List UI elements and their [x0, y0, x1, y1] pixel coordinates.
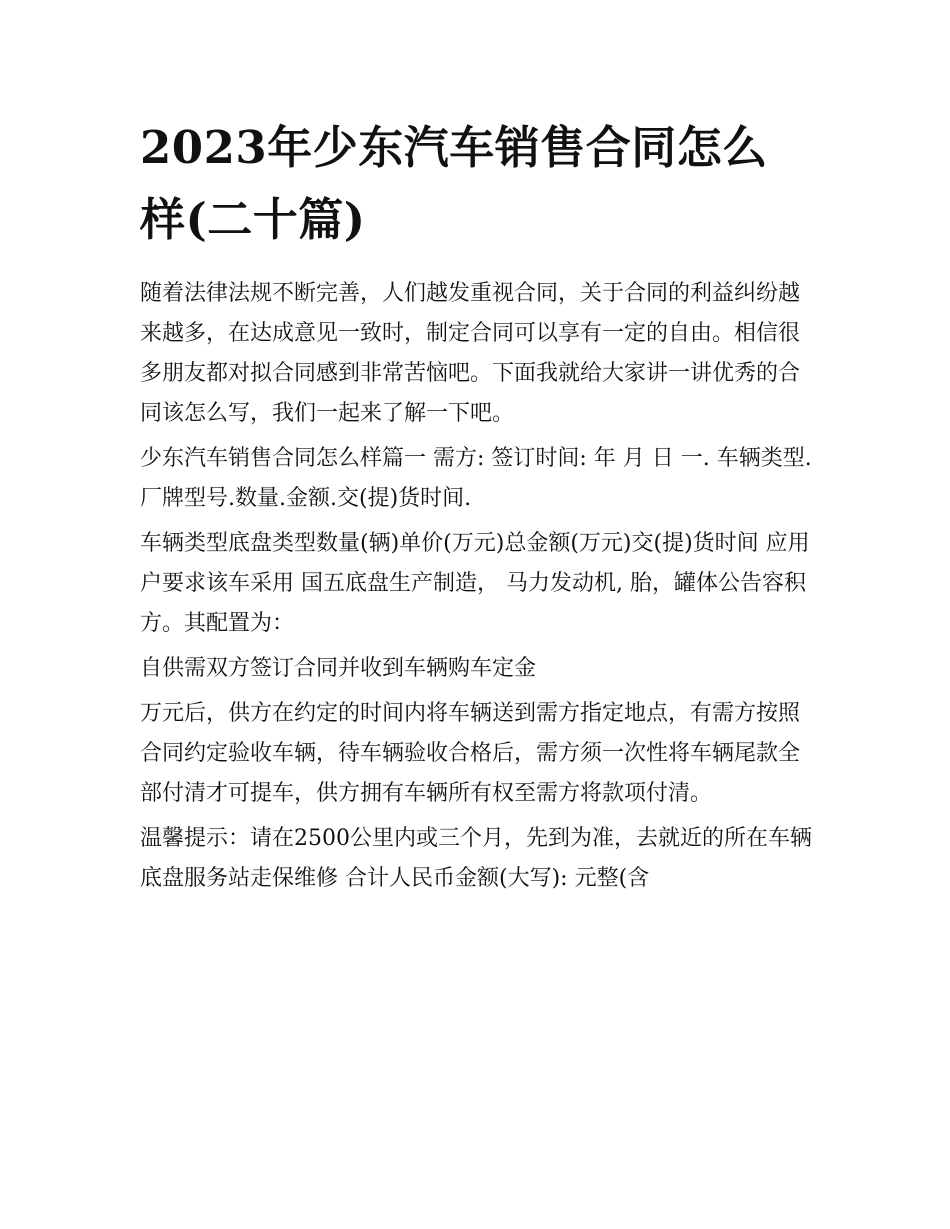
paragraph-contract-header: 少东汽车销售合同怎么样篇一 需方: 签订时间: 年 月 日 一. 车辆类型.厂牌型号.数量.金额.交(提)货时间.	[140, 446, 812, 511]
document-body	[140, 274, 812, 904]
paragraph-maintenance-tip: 温馨提示：请在2500公里内或三个月，先到为准，去就近的所在车辆底盘服务站走保维修 合计人民币金额(大写): 元整(含	[140, 826, 812, 891]
document-page	[140, 112, 812, 904]
paragraph-delivery-terms: 万元后，供方在约定的时间内将车辆送到需方指定地点，有需方按照合同约定验收车辆，待车辆验收合格后，需方须一次性将车辆尾款全部付清才可提车，供方拥有车辆所有权至需方将款项付清。	[140, 701, 801, 806]
paragraph-intro: 随着法律法规不断完善，人们越发重视合同，关于合同的利益纠纷越来越多，在达成意见一致时，制定合同可以享有一定的自由。相信很多朋友都对拟合同感到非常苦恼吧。下面我就给大家讲一讲优秀的合同该怎么写，我们一起来了解一下吧。	[140, 281, 801, 426]
paragraph-vehicle-spec: 车辆类型底盘类型数量(辆)单价(万元)总金额(万元)交(提)货时间 应用户要求该车采用 国五底盘生产制造， 马力发动机, 胎，罐体公告容积 方。其配置为：	[140, 531, 810, 636]
document-title: 2023年少东汽车销售合同怎么样(二十篇)	[140, 121, 768, 246]
paragraph-deposit: 自供需双方签订合同并收到车辆购车定金	[140, 656, 537, 681]
